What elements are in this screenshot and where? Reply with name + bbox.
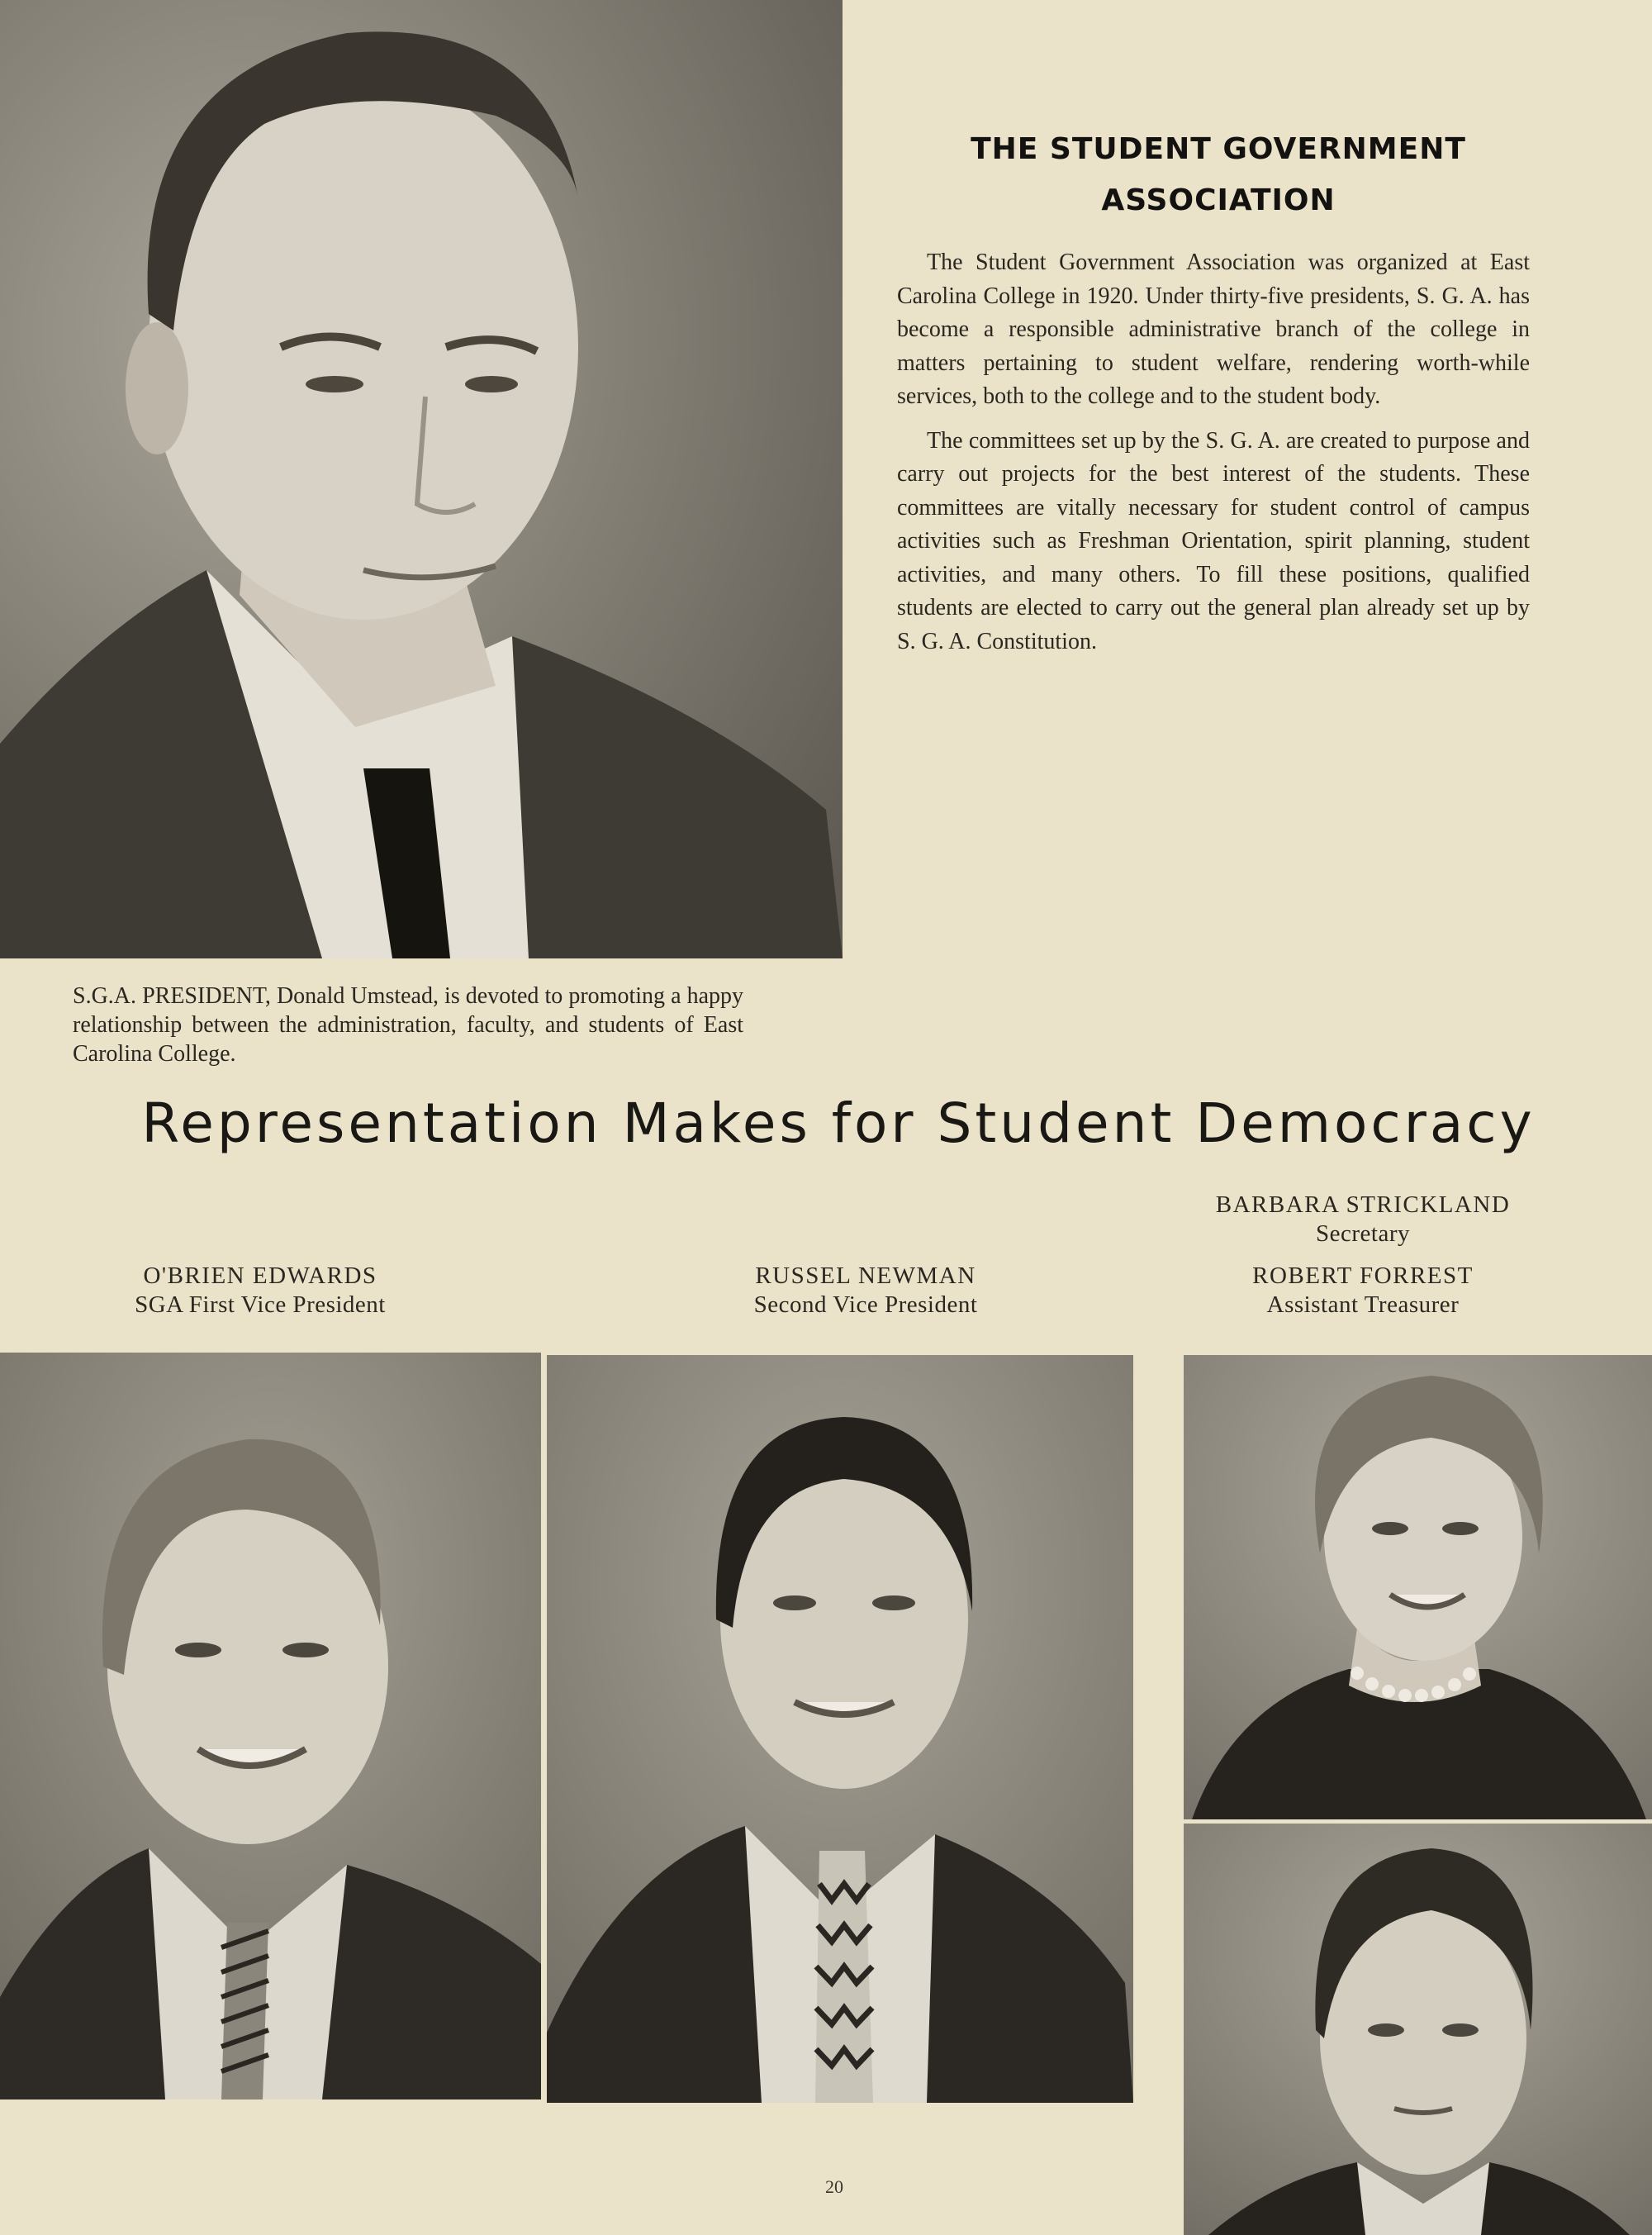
second-vp-portrait-photo — [547, 1355, 1133, 2103]
officer-name: RUSSEL NEWMAN — [755, 1263, 976, 1289]
officer-name: BARBARA STRICKLAND — [1215, 1191, 1511, 1218]
officer-label-secretary — [1181, 1191, 1545, 1248]
officer-label-first-vp — [83, 1262, 438, 1320]
first-vp-portrait-photo — [0, 1353, 541, 2099]
officer-role: Secretary — [1316, 1220, 1410, 1247]
page-headline: Representation Makes for Student Democracy — [141, 1091, 1536, 1155]
article-heading-line-1: THE STUDENT GOVERNMENT — [971, 132, 1466, 166]
officer-label-asst-treasurer — [1181, 1262, 1545, 1320]
officer-name: ROBERT FORREST — [1252, 1263, 1474, 1289]
asst-treasurer-portrait-photo — [1184, 1824, 1652, 2235]
president-portrait-photo — [0, 0, 843, 958]
president-caption: S.G.A. PRESIDENT, Donald Umstead, is devoted to promoting a happy relationship between the administration, faculty, and students of East Carolina College. — [73, 983, 743, 1067]
officer-label-second-vp — [692, 1262, 1039, 1320]
officer-role: SGA First Vice President — [135, 1291, 386, 1318]
article-heading — [900, 124, 1536, 226]
officer-role: Second Vice President — [753, 1291, 978, 1318]
article-paragraph: The committees set up by the S. G. A. are created to purpose and carry out projects for the best interest of the students. These committees are vitally necessary for student control of campus activities such as Freshman Orientation, spirit planning, student activities, and many others. To fill these positions, qualified students are elected to carry out the general plan already set up by S. G. A. Constitution. — [897, 427, 1530, 654]
secretary-portrait-photo — [1184, 1355, 1652, 1819]
article-heading-line-2: ASSOCIATION — [1101, 183, 1336, 217]
article-paragraph: The Student Government Association was organized at East Carolina College in 1920. Under thirty-five presidents, S. G. A. has become a responsible administrative branch of the college in matters pertaining to student welfare, rendering worth-while services, both to the college and to the student body. — [897, 250, 1530, 409]
article-body — [897, 246, 1530, 669]
officer-name: O'BRIEN EDWARDS — [143, 1263, 377, 1289]
page-number: 20 — [825, 2176, 843, 2197]
officer-role: Assistant Treasurer — [1266, 1291, 1460, 1318]
